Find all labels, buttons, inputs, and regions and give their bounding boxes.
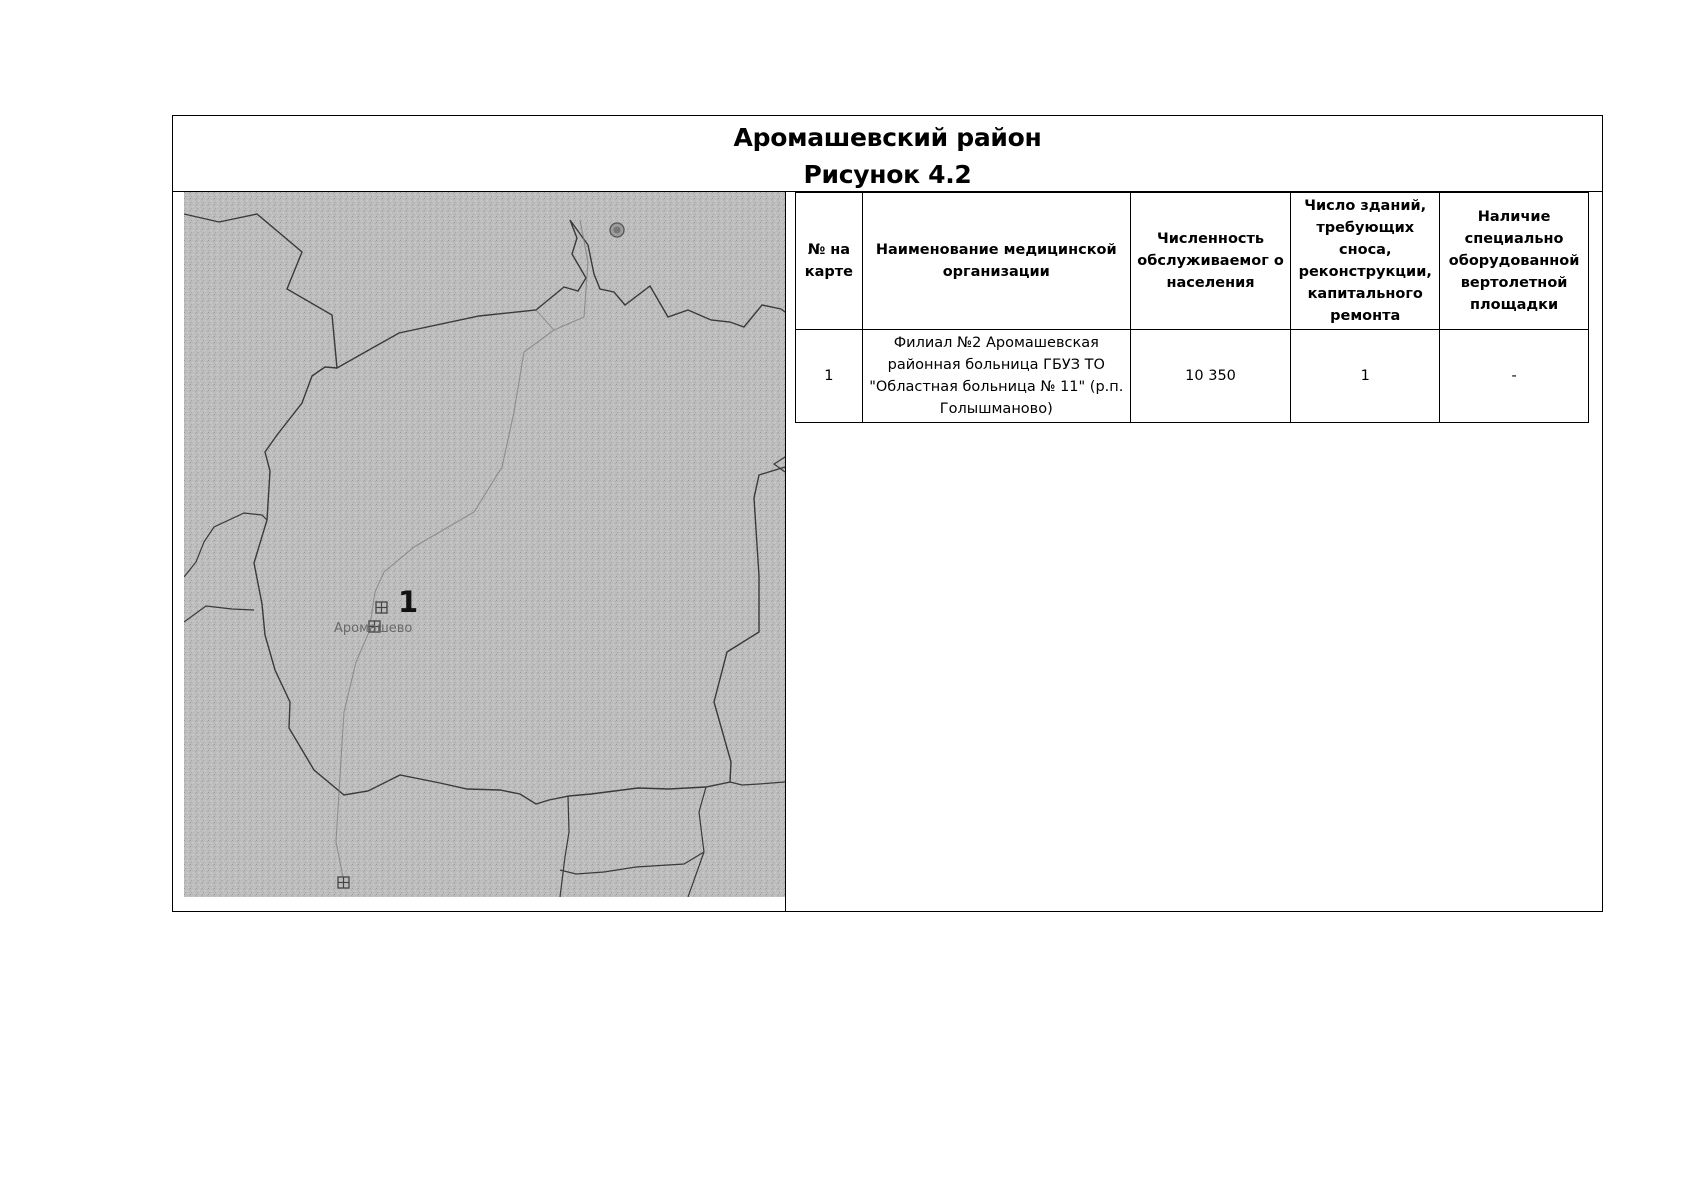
figure-caption: Рисунок 4.2 — [803, 160, 972, 189]
header-population: Численность обслуживаемог о населения — [1130, 193, 1291, 330]
header-helipad: Наличие специально оборудованной вертолетной площадки — [1440, 193, 1589, 330]
map-marker-number: 1 — [398, 585, 419, 619]
cell-population: 10 350 — [1130, 330, 1291, 423]
table-header-row — [796, 193, 1589, 330]
map-background — [184, 192, 785, 897]
cell-helipad: - — [1440, 330, 1589, 423]
cell-buildings: 1 — [1291, 330, 1440, 423]
header-map-number: № на карте — [796, 193, 863, 330]
district-title: Аромашевский район — [733, 123, 1042, 152]
header-organization: Наименование медицинской организации — [862, 193, 1130, 330]
table-row — [796, 330, 1589, 423]
organizations-table — [795, 192, 1589, 423]
figure-frame — [172, 115, 1603, 912]
settlement-marker-icon — [610, 223, 624, 237]
map-divider — [785, 192, 786, 912]
district-map — [184, 192, 785, 897]
settlement-marker-icon — [338, 877, 349, 888]
header-buildings: Число зданий, требующих сноса, реконструкции, капитального ремонта — [1291, 193, 1440, 330]
title-block — [173, 116, 1602, 192]
cell-organization: Филиал №2 Аромашевская районная больница ГБУЗ ТО "Областная больница № 11" (р.п. Голышманово) — [862, 330, 1130, 423]
cell-map-number: 1 — [796, 330, 863, 423]
hospital-marker-icon — [376, 602, 387, 613]
map-drawing — [184, 192, 785, 897]
settlement-label: Аромашево — [334, 621, 413, 636]
